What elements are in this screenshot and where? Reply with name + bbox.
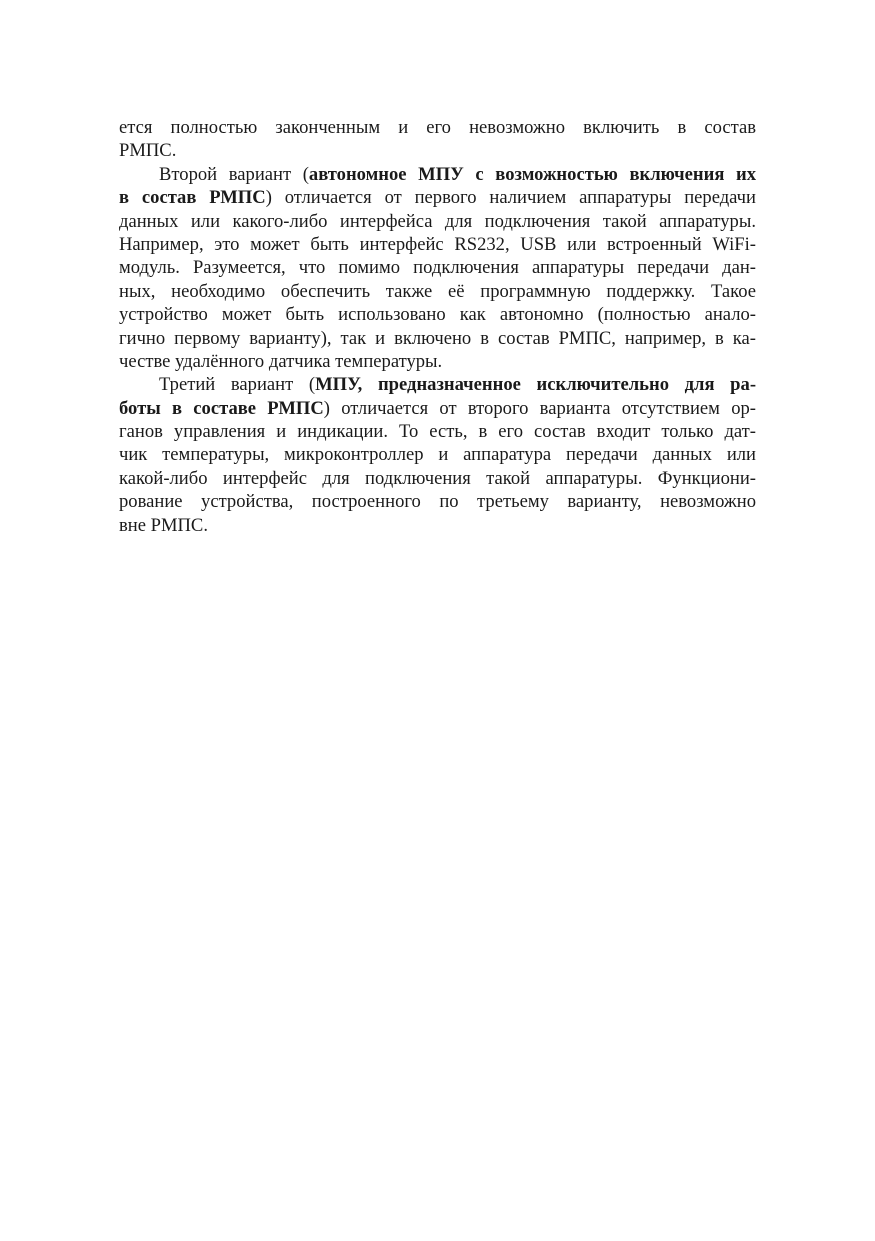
text-line	[119, 186, 756, 209]
paragraph-1	[119, 116, 756, 163]
text-run: ) отличается от второго варианта отсутствием ор-	[323, 397, 756, 419]
text-line: какой-либо интерфейс для подключения такой аппаратуры. Функциони-	[119, 467, 756, 489]
text-line: Например, это может быть интерфейс RS232, USB или встроенный WiFi-	[119, 233, 756, 255]
text-run: Второй вариант (	[159, 163, 309, 185]
paragraph-3	[119, 373, 756, 537]
text-line: рование устройства, построенного по третьему варианту, невозможно	[119, 491, 756, 513]
text-line: честве удалённого датчика температуры.	[119, 350, 443, 372]
text-line: модуль. Разумеется, что помимо подключения аппаратуры передачи дан-	[119, 257, 756, 279]
text-line: вне РМПС.	[119, 514, 208, 536]
bold-term: боты в составе РМПС	[119, 397, 324, 419]
text-line	[119, 373, 756, 396]
text-line: ется полностью законченным и его невозможно включить в состав	[119, 117, 756, 138]
bold-term: МПУ, предназначенное исключительно для ра-	[315, 374, 757, 396]
text-line: гично первому варианту), так и включено в состав РМПС, например, в ка-	[119, 327, 756, 349]
bold-term: автономное МПУ с возможностью включения их	[308, 163, 757, 185]
text-line	[119, 397, 756, 420]
text-line: РМПС.	[119, 140, 177, 162]
text-line	[119, 163, 756, 186]
text-line: ганов управления и индикации. То есть, в его состав входит только дат-	[119, 421, 756, 443]
text-line: чик температуры, микроконтроллер и аппаратура передачи данных или	[119, 444, 756, 466]
text-run: Третий вариант (	[159, 374, 316, 396]
document-body	[119, 116, 756, 537]
text-line: данных или какого-либо интерфейса для подключения такой аппаратуры.	[119, 210, 756, 232]
paragraph-2	[119, 163, 756, 374]
text-run: ) отличается от первого наличием аппаратуры передачи	[265, 187, 756, 209]
text-line: устройство может быть использовано как автономно (полностью анало-	[119, 304, 756, 326]
bold-term: в состав РМПС	[119, 187, 266, 209]
text-line: ных, необходимо обеспечить также её программную поддержку. Такое	[119, 280, 756, 302]
